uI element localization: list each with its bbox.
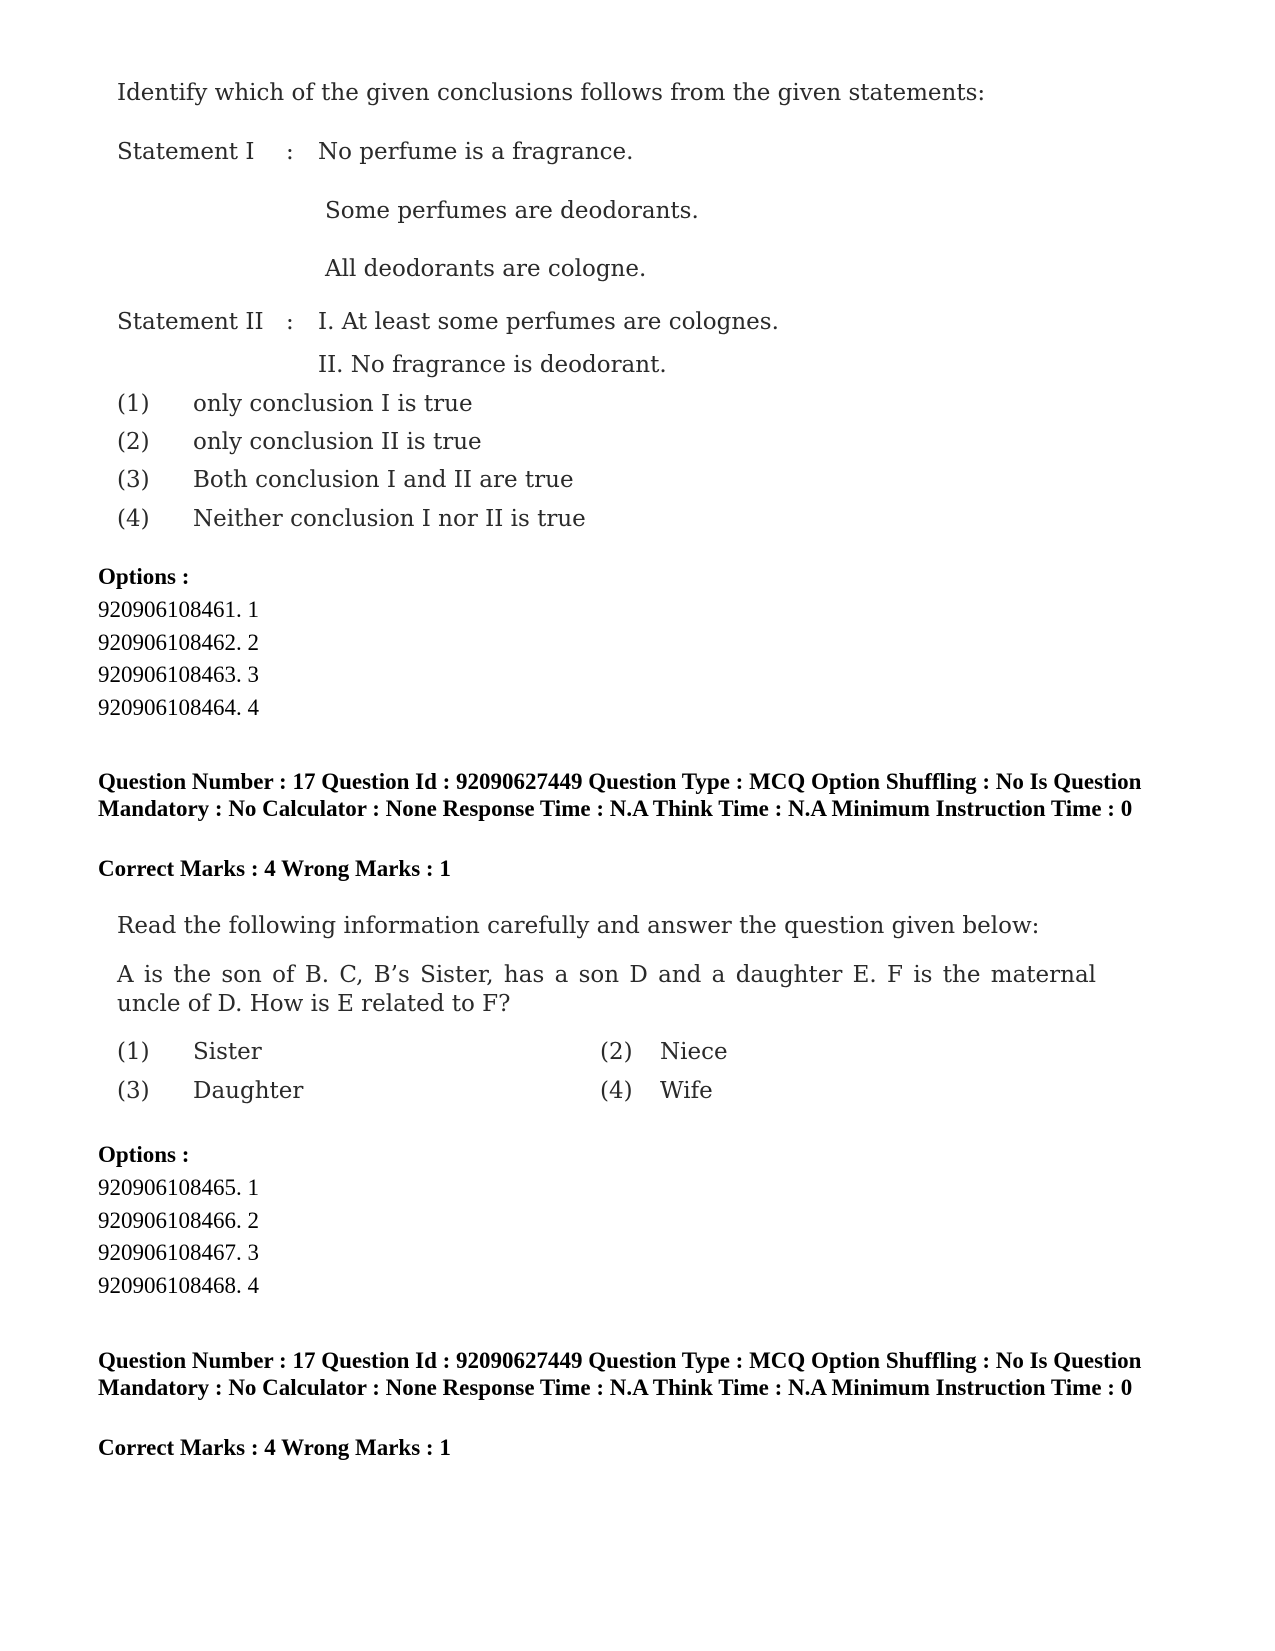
statement-1-colon: : <box>286 139 294 165</box>
choice-2-text: only conclusion II is true <box>193 429 482 455</box>
choice-4-text: Neither conclusion I nor II is true <box>193 506 586 532</box>
statement-1-label: Statement I <box>117 139 255 165</box>
option-item: 920906108467. 3 <box>98 1240 259 1265</box>
statement-2-colon: : <box>286 309 294 335</box>
choice-2-text: Niece <box>660 1039 728 1065</box>
choice-2-number: (2) <box>117 429 150 455</box>
statement-1-line-2: Some perfumes are deodorants. <box>325 198 699 224</box>
choice-4-number: (4) <box>600 1078 633 1104</box>
statement-2-label: Statement II <box>117 309 264 335</box>
conclusion-1: I. At least some perfumes are colognes. <box>318 309 779 335</box>
choice-4-number: (4) <box>117 506 150 532</box>
question-marks: Correct Marks : 4 Wrong Marks : 1 <box>98 856 451 881</box>
choice-1-number: (1) <box>117 391 150 417</box>
choice-3-number: (3) <box>117 467 150 493</box>
options-heading: Options : <box>98 564 190 589</box>
option-item: 920906108464. 4 <box>98 695 259 720</box>
statement-1-line-1: No perfume is a fragrance. <box>318 139 634 165</box>
question-info: Question Number : 17 Question Id : 92090627449 Question Type : MCQ Option Shuffling : No Is Question Mandatory : No Calculator : None Response Time : N.A Think Time : N.A Minimum Instruction Time : 0 <box>98 1348 1142 1400</box>
choice-2-number: (2) <box>600 1039 633 1065</box>
option-item: 920906108465. 1 <box>98 1175 259 1200</box>
question-info: Question Number : 17 Question Id : 92090627449 Question Type : MCQ Option Shuffling : No Is Question Mandatory : No Calculator : None Response Time : N.A Think Time : N.A Minimum Instruction Time : 0 <box>98 769 1142 821</box>
question-2-instruction: Read the following information carefully and answer the question given below: <box>117 913 1040 939</box>
option-item: 920906108461. 1 <box>98 597 259 622</box>
options-heading: Options : <box>98 1142 190 1167</box>
statement-1-line-3: All deodorants are cologne. <box>325 256 647 282</box>
option-item: 920906108466. 2 <box>98 1208 259 1233</box>
option-item: 920906108463. 3 <box>98 662 259 687</box>
choice-3-text: Both conclusion I and II are true <box>193 467 574 493</box>
conclusion-2: II. No fragrance is deodorant. <box>318 352 667 378</box>
choice-4-text: Wife <box>660 1078 713 1104</box>
choice-3-number: (3) <box>117 1078 150 1104</box>
choice-1-text: only conclusion I is true <box>193 391 473 417</box>
choice-3-text: Daughter <box>193 1078 304 1104</box>
question-2-line-1: A is the son of B. C, B’s Sister, has a son D and a daughter E. F is the maternal <box>117 962 1097 988</box>
option-item: 920906108462. 2 <box>98 630 259 655</box>
question-marks: Correct Marks : 4 Wrong Marks : 1 <box>98 1435 451 1460</box>
choice-1-text: Sister <box>193 1039 262 1065</box>
question-2-line-2: uncle of D. How is E related to F? <box>117 991 511 1017</box>
question-1-instruction: Identify which of the given conclusions follows from the given statements: <box>117 80 986 106</box>
option-item: 920906108468. 4 <box>98 1273 259 1298</box>
choice-1-number: (1) <box>117 1039 150 1065</box>
